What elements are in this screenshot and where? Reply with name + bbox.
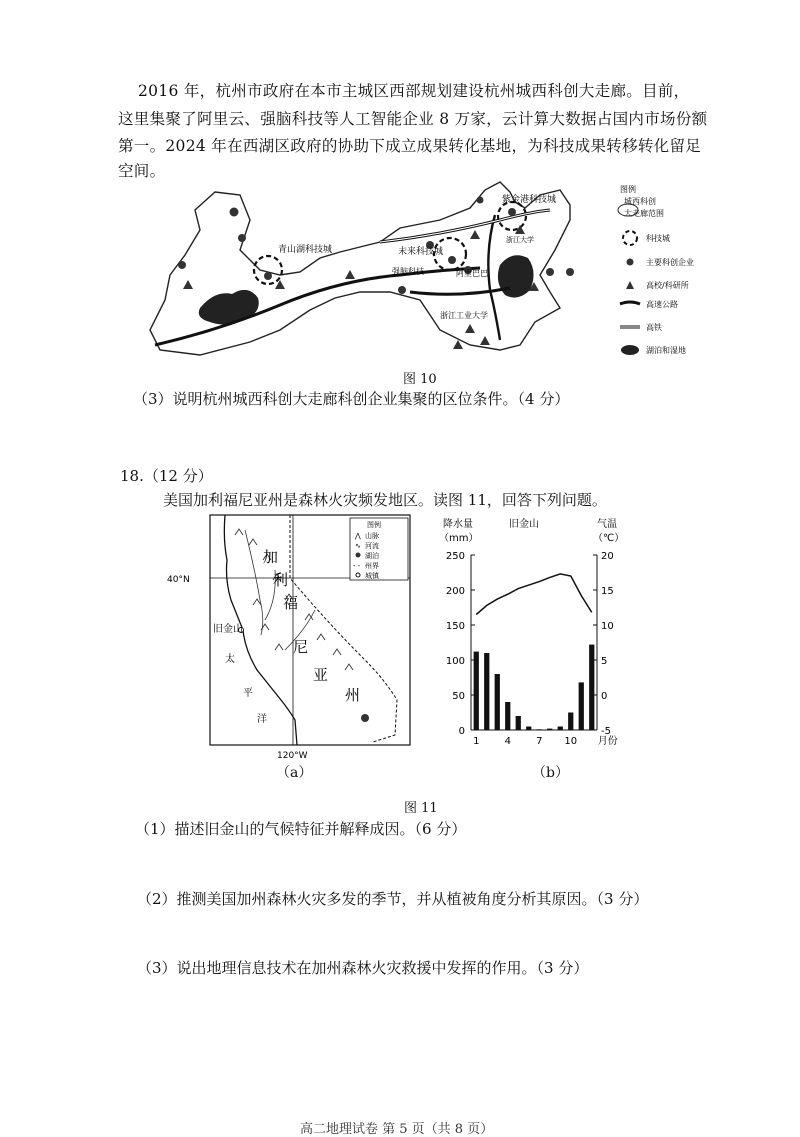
label-zju: 浙江大学 [506,236,534,244]
climate-chart [425,515,625,755]
map-legend-title: 图例 [367,521,381,529]
river-lines [245,530,315,650]
question-18-intro: 美国加利福尼亚州是森林火灾频发地区。读图 11，回答下列问题。 [163,491,607,509]
label-zijingang: 紫金港科技城 [502,195,557,205]
legend-title: 图例 [620,185,636,194]
question-18-head: 18.（12 分） [120,467,213,485]
legend-highway: 高速公路 [646,300,678,309]
ocean-char-2: 平 [243,688,253,699]
fig10-legend [618,184,694,355]
chart-ytick-label: 150 [445,621,465,632]
legend-techcity: 科技城 [646,234,670,243]
legend-railway: 高铁 [646,323,662,332]
chart-xtick-label: 7 [536,736,543,747]
map-sf: 旧金山 [213,624,243,635]
chart-y2tick-label: 5 [601,656,608,667]
chart-ytick-label: 100 [445,656,465,667]
state-char-1: 加 [263,548,279,566]
chart-bar-8 [547,729,552,730]
intro-line-2: 这里集聚了阿里云、强脑科技等人工智能企业 8 万家，云计算大数据占国内市场份额 [118,110,708,128]
map-legend-river: 河流 [365,542,379,550]
chart-y2tick-label: -5 [601,726,611,737]
chart-ylabel-unit: （mm） [439,533,479,544]
chart-ylabel: 降水量 [443,519,473,530]
chart-ytick-label: 250 [445,551,465,562]
intro-line-1: 2016 年，杭州市政府在本市主城区西部规划建设杭州城西科创大走廊。目前， [138,82,690,100]
svg-text:∿: ∿ [355,542,361,550]
figure-10-caption: 图 10 [403,372,437,387]
ocean-char-3: 洋 [257,714,267,725]
state-char-5: 亚 [313,666,329,684]
chart-bar-12 [589,645,594,730]
label-zjut: 浙江工业大学 [440,311,488,320]
chart-bar-4 [505,702,510,730]
question-18-3: （3）说出地理信息技术在加州森林火灾救援中发挥的作用。（3 分） [137,959,589,977]
state-char-4: 尼 [293,638,309,656]
question-18-2: （2）推测美国加州森林火灾多发的季节，并从植被角度分析其原因。（3 分） [137,890,649,908]
chart-y2tick-label: 20 [601,551,614,562]
chart-bar-6 [526,727,531,731]
chart-temperature-line [476,574,592,615]
legend-university: 高校/科研所 [646,281,689,290]
ocean-char-1: 太 [225,654,235,665]
figure-11a-map [165,510,425,780]
label-weilai: 未来科技城 [398,247,444,257]
svg-text:- -: - - [353,562,361,570]
legend-corridor-2: 大走廊范围 [624,209,664,218]
chart-xtick-label: 10 [564,736,578,747]
lake-west [199,290,259,325]
chart-y2label: 气温 [597,519,617,530]
svg-text:⋀: ⋀ [355,532,361,540]
chart-ytick-label: 200 [445,586,465,597]
chart-bar-5 [516,716,521,730]
state-char-6: 州 [345,686,361,704]
chart-bar-1 [474,652,479,730]
figure-10-map [140,180,700,365]
intro-line-3: 第一。2024 年在西湖区政府的协助下成立成果转化基地，为科技成果转移转化留足 [118,137,702,155]
chart-ytick-label: 50 [452,691,465,702]
chart-y2tick-label: 10 [601,621,614,632]
lake-xihu [498,255,534,297]
map-legend-city: 城镇 [365,572,379,580]
question-17-3: （3）说明杭州城西科创大走廊科创企业集聚的区位条件。（4 分） [133,390,570,408]
state-char-2: 利 [273,571,289,589]
legend-enterprise: 主要科创企业 [646,258,694,267]
legend-corridor: 城西科创 [624,197,656,206]
figure-11b-label: （b） [532,765,569,781]
state-char-3: 福 [283,594,299,612]
chart-y2tick-label: 15 [601,586,614,597]
chart-ytick-label: 0 [458,726,465,737]
chart-y2label-unit: （℃） [593,533,625,544]
chart-xtick-label: 1 [473,736,480,747]
map-lat: 40°N [167,575,190,585]
question-18-1: （1）描述旧金山的气候特征并解释成因。（6 分） [135,820,467,838]
map-legend-lake: 湖泊 [365,552,379,560]
map-legend-mountain: 山脉 [365,532,379,540]
chart-bar-11 [579,682,584,730]
map-lon: 120°W [277,751,308,761]
chart-bar-9 [558,727,563,731]
label-alibaba: 阿里巴巴 [456,269,488,278]
chart-bar-10 [568,713,573,731]
label-qingshanhu: 青山湖科技城 [278,245,333,255]
chart-xlabel: 月份 [597,736,618,747]
label-qiangnao: 强脑科技 [392,267,424,276]
chart-y2tick-label: 0 [601,691,608,702]
map-legend-border: 州界 [365,562,379,570]
chart-bar-7 [537,729,542,730]
chart-bar-2 [484,653,489,730]
intro-line-4: 空间。 [118,162,166,180]
university-triangles [183,225,539,349]
page-footer: 高二地理试卷 第 5 页（共 8 页） [300,1122,494,1137]
figure-11-caption: 图 11 [404,801,438,816]
chart-xtick-label: 4 [504,736,511,747]
chart-title: 旧金山 [509,519,539,530]
lake-dot [361,714,369,722]
legend-lake: 湖泊和湿地 [646,346,686,355]
figure-11a-label: （a） [276,765,313,781]
chart-bar-3 [495,674,500,730]
